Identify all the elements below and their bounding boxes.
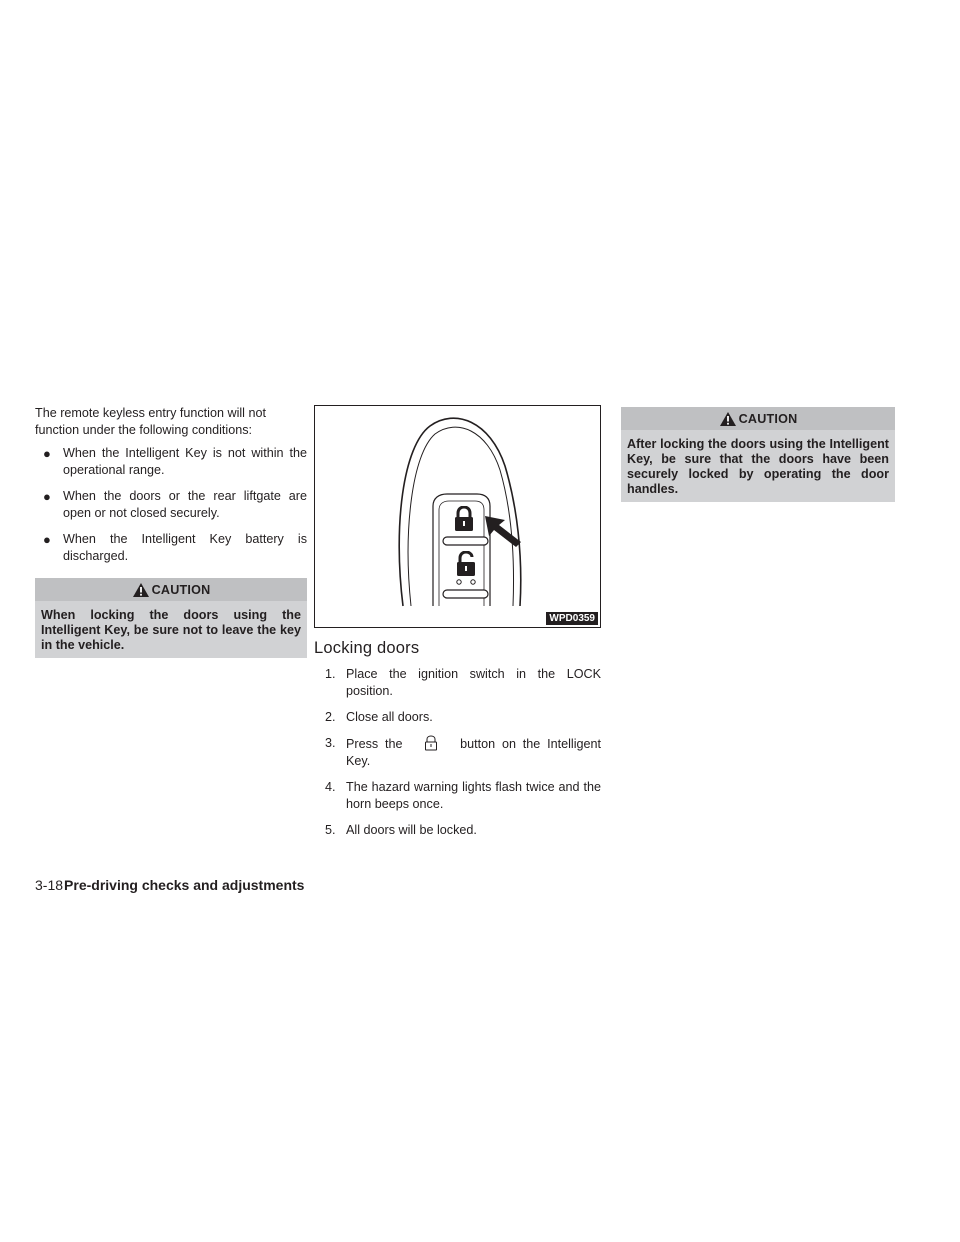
caution-header	[621, 407, 895, 430]
lock-button-icon	[411, 735, 451, 751]
intro-paragraph: The remote keyless entry function will not function under the following conditions:	[35, 406, 266, 437]
figure-code: WPD0359	[546, 612, 598, 625]
page-number: 3-18	[35, 877, 64, 893]
unlock-icon	[455, 551, 477, 585]
section-heading: Locking doors	[314, 639, 420, 657]
warning-triangle-icon	[132, 582, 150, 598]
caution-title: CAUTION	[738, 411, 798, 426]
list-item: 5. All doors will be locked.	[325, 823, 477, 837]
list-item: 2. Close all doors.	[325, 710, 433, 724]
warning-triangle-icon	[719, 411, 737, 427]
caution-header	[35, 578, 307, 601]
list-item: ● When the doors or the rear liftgate are open or not closed securely.	[43, 489, 307, 520]
caution-text: After locking the doors using the Intelligent Key, be sure that the doors have been securely locked by operating the door handles.	[627, 437, 889, 496]
caution-title: CAUTION	[151, 582, 211, 597]
caution-box	[621, 407, 895, 502]
conditions-list	[35, 445, 307, 565]
list-item: ● When the Intelligent Key battery is discharged.	[43, 532, 307, 563]
list-item: 1. Place the ignition switch in the LOCK position.	[325, 667, 601, 698]
column-right	[621, 405, 895, 502]
chapter-title: Pre-driving checks and adjustments	[64, 877, 305, 893]
arrow-icon	[483, 514, 523, 548]
bullet-icon: ●	[43, 489, 51, 504]
intelligent-key-figure	[314, 405, 601, 628]
bullet-icon: ●	[43, 446, 51, 461]
lock-icon	[453, 506, 475, 532]
caution-box	[35, 578, 307, 658]
column-left	[35, 405, 307, 658]
locking-steps	[314, 666, 602, 839]
bullet-icon: ●	[43, 532, 51, 547]
column-middle	[314, 405, 602, 848]
list-item: ● When the Intelligent Key is not within the operational range.	[43, 446, 307, 477]
page-footer	[35, 877, 304, 893]
list-item: 4. The hazard warning lights flash twice and the horn beeps once.	[325, 780, 601, 811]
caution-text: When locking the doors using the Intelligent Key, be sure not to leave the key in the vehicle.	[41, 608, 301, 652]
list-item: 3. Press the button on the Intelligent Key.	[325, 736, 602, 768]
